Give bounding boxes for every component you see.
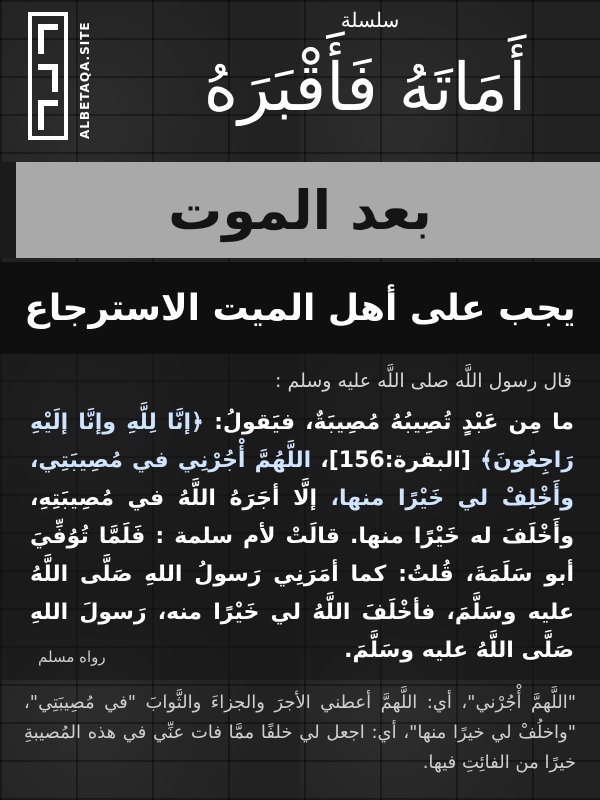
section-band xyxy=(0,162,600,258)
band-edge-strip xyxy=(0,162,16,258)
hadith-part-1: ما مِن عَبْدٍ تُصِيبُهُ مُصِيبَةٌ، فيَقولُ: xyxy=(203,410,575,435)
logo-mark-icon xyxy=(28,12,68,140)
logo-site-text: ALBETAQA.SITE xyxy=(78,21,92,139)
series-title: أَمَاتَهُ فَأَقْبَرَهُ xyxy=(203,49,527,126)
quran-quote: ﴿إنَّا لِلَّهِ وإنَّا إلَيْهِ رَاجِعُونَ﴾ xyxy=(30,410,575,473)
hadith-text xyxy=(30,404,574,670)
subheading: يجب على أهل الميت الاسترجاع xyxy=(0,262,600,354)
section-title: بعد الموت xyxy=(168,178,432,242)
explanation-note: "اللَّهمَّ أْجُرْني"، أي: اللَّهمَّ أعطني الأجرَ والجزاءَ والثَّوابَ "في مُصِيبَتِي"، "واخلُفْ لي خيرًا منها"، أي: اجعل لي خلفًا ممَّا فات عنِّي في هذه المُصيبةِ خيرًا من الفائِتِ فيها. xyxy=(24,692,576,773)
header xyxy=(0,0,600,162)
hadith-intro: قال رسول اللَّه صلى اللَّه عليه وسلم : xyxy=(275,370,572,392)
quran-reference: [البقرة:156]، xyxy=(311,448,481,473)
series-label: سلسلة xyxy=(340,8,400,32)
dua-text: اللَّهُمَّ أْجُرْنِي في مُصِيبَتِي، وأَخْلِفْ لي خَيْرًا منها، xyxy=(30,448,574,511)
hadith-part-2: إلَّا أجَرَهُ اللَّهُ في مُصِيبَتِهِ، وأَخْلَفَ له خَيْرًا منها. قالَتْ لأم سلمة : فَلَمَّا تُوُفِّيَ أبو سَلَمَةَ، قُلتُ: كما أمَرَنِي رَسولُ اللهِ صَلَّى اللَّهُ عليه وسَلَّمَ، فأخْلَفَ اللَّهُ لي خَيْرًا منه، رَسولَ اللهِ صَلَّى اللَّهُ عليه وسَلَّمَ. xyxy=(30,486,574,663)
hadith-source: رواه مسلم xyxy=(38,648,106,666)
